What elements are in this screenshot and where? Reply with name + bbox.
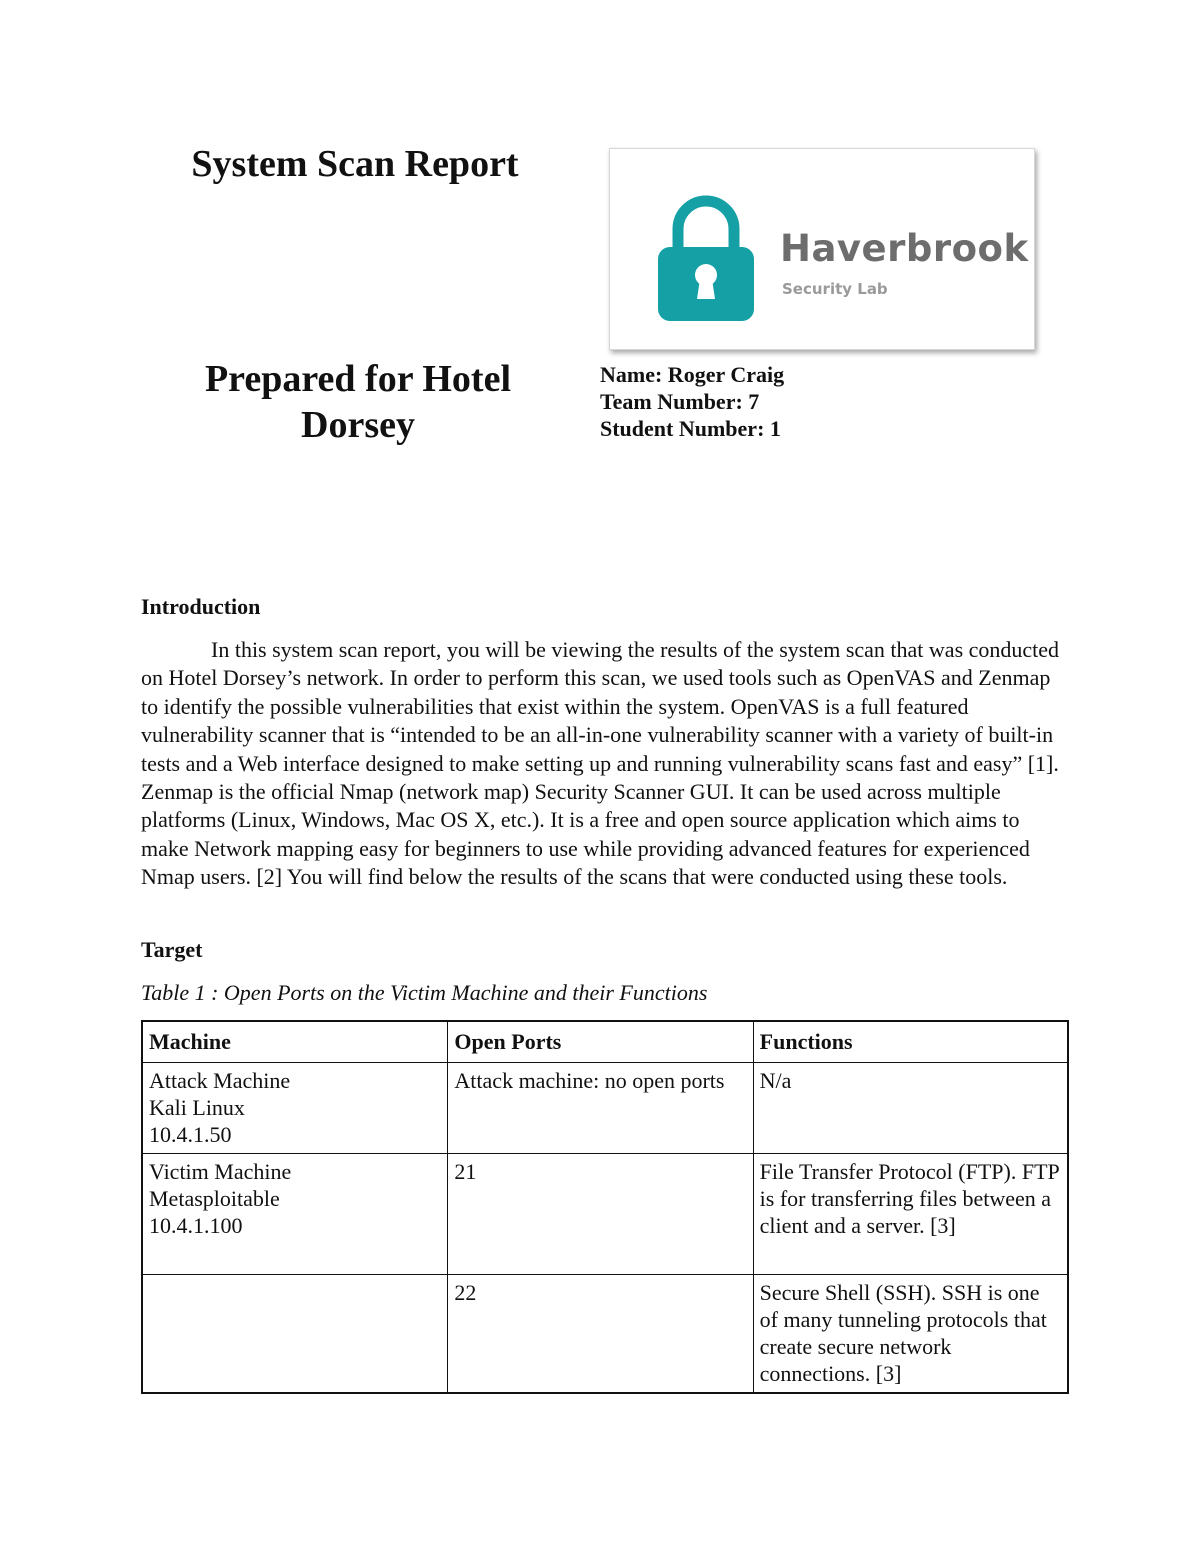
- open-ports-cell: 22: [448, 1275, 753, 1394]
- open-ports-table: [141, 1020, 1069, 1394]
- machine-cell: [142, 1275, 448, 1394]
- table-row: [142, 1275, 1068, 1394]
- column-header-functions: Functions: [753, 1021, 1068, 1063]
- machine-role: Victim Machine: [149, 1159, 292, 1184]
- machine-ip: 10.4.1.100: [149, 1213, 243, 1238]
- machine-role: Attack Machine: [149, 1068, 291, 1093]
- open-ports-cell: Attack machine: no open ports: [448, 1063, 753, 1154]
- subtitle-line-1: Prepared for Hotel: [204, 358, 512, 400]
- haverbrook-logo: [609, 148, 1035, 350]
- target-heading: Target: [141, 937, 203, 962]
- brand-name: Haverbrook: [780, 227, 1029, 270]
- subtitle-line-2: Dorsey: [301, 404, 415, 446]
- report-title: System Scan Report: [191, 143, 519, 185]
- table-row: [142, 1154, 1068, 1275]
- author-info: [600, 361, 784, 442]
- report-subtitle: [150, 356, 566, 448]
- brand-tagline: Security Lab: [782, 280, 888, 298]
- functions-cell: File Transfer Protocol (FTP). FTP is for transferring files between a client and a server. [3]: [753, 1154, 1068, 1275]
- team-number: Team Number: 7: [600, 389, 760, 414]
- functions-cell: Secure Shell (SSH). SSH is one of many tunneling protocols that create secure network connections. [3]: [753, 1275, 1068, 1394]
- student-number: Student Number: 1: [600, 416, 781, 441]
- table-row: [142, 1063, 1068, 1154]
- introduction-body: In this system scan report, you will be viewing the results of the system scan that was conducted on Hotel Dorsey’s network. In order to perform this scan, we used tools such as OpenVAS and Zenmap to identify the possible vulnerabilities that exist within the system. OpenVAS is a full featured vulnerability scanner that is “intended to be an all-in-one vulnerability scanner with a variety of built-in tests and a Web interface designed to make setting up and running vulnerability scans fast and easy” [1]. Zenmap is the official Nmap (network map) Security Scanner GUI. It can be used across multiple platforms (Linux, Windows, Mac OS X, etc.). It is a free and open source application which aims to make Network mapping easy for beginners to use while providing advanced features for experienced Nmap users. [2] You will find below the results of the scans that were conducted using these tools.: [141, 637, 1060, 890]
- machine-cell: [142, 1063, 448, 1154]
- table-header-row: [142, 1021, 1068, 1063]
- machine-ip: 10.4.1.50: [149, 1122, 232, 1147]
- table-caption: Table 1 : Open Ports on the Victim Machine and their Functions: [141, 980, 708, 1005]
- padlock-icon: [656, 193, 756, 323]
- open-ports-cell: 21: [448, 1154, 753, 1275]
- column-header-open-ports: Open Ports: [448, 1021, 753, 1063]
- machine-os: Metasploitable: [149, 1186, 280, 1211]
- author-name: Name: Roger Craig: [600, 362, 785, 387]
- machine-os: Kali Linux: [149, 1095, 245, 1120]
- introduction-heading: Introduction: [141, 594, 261, 619]
- machine-cell: [142, 1154, 448, 1275]
- column-header-machine: Machine: [142, 1021, 448, 1063]
- functions-cell: N/a: [753, 1063, 1068, 1154]
